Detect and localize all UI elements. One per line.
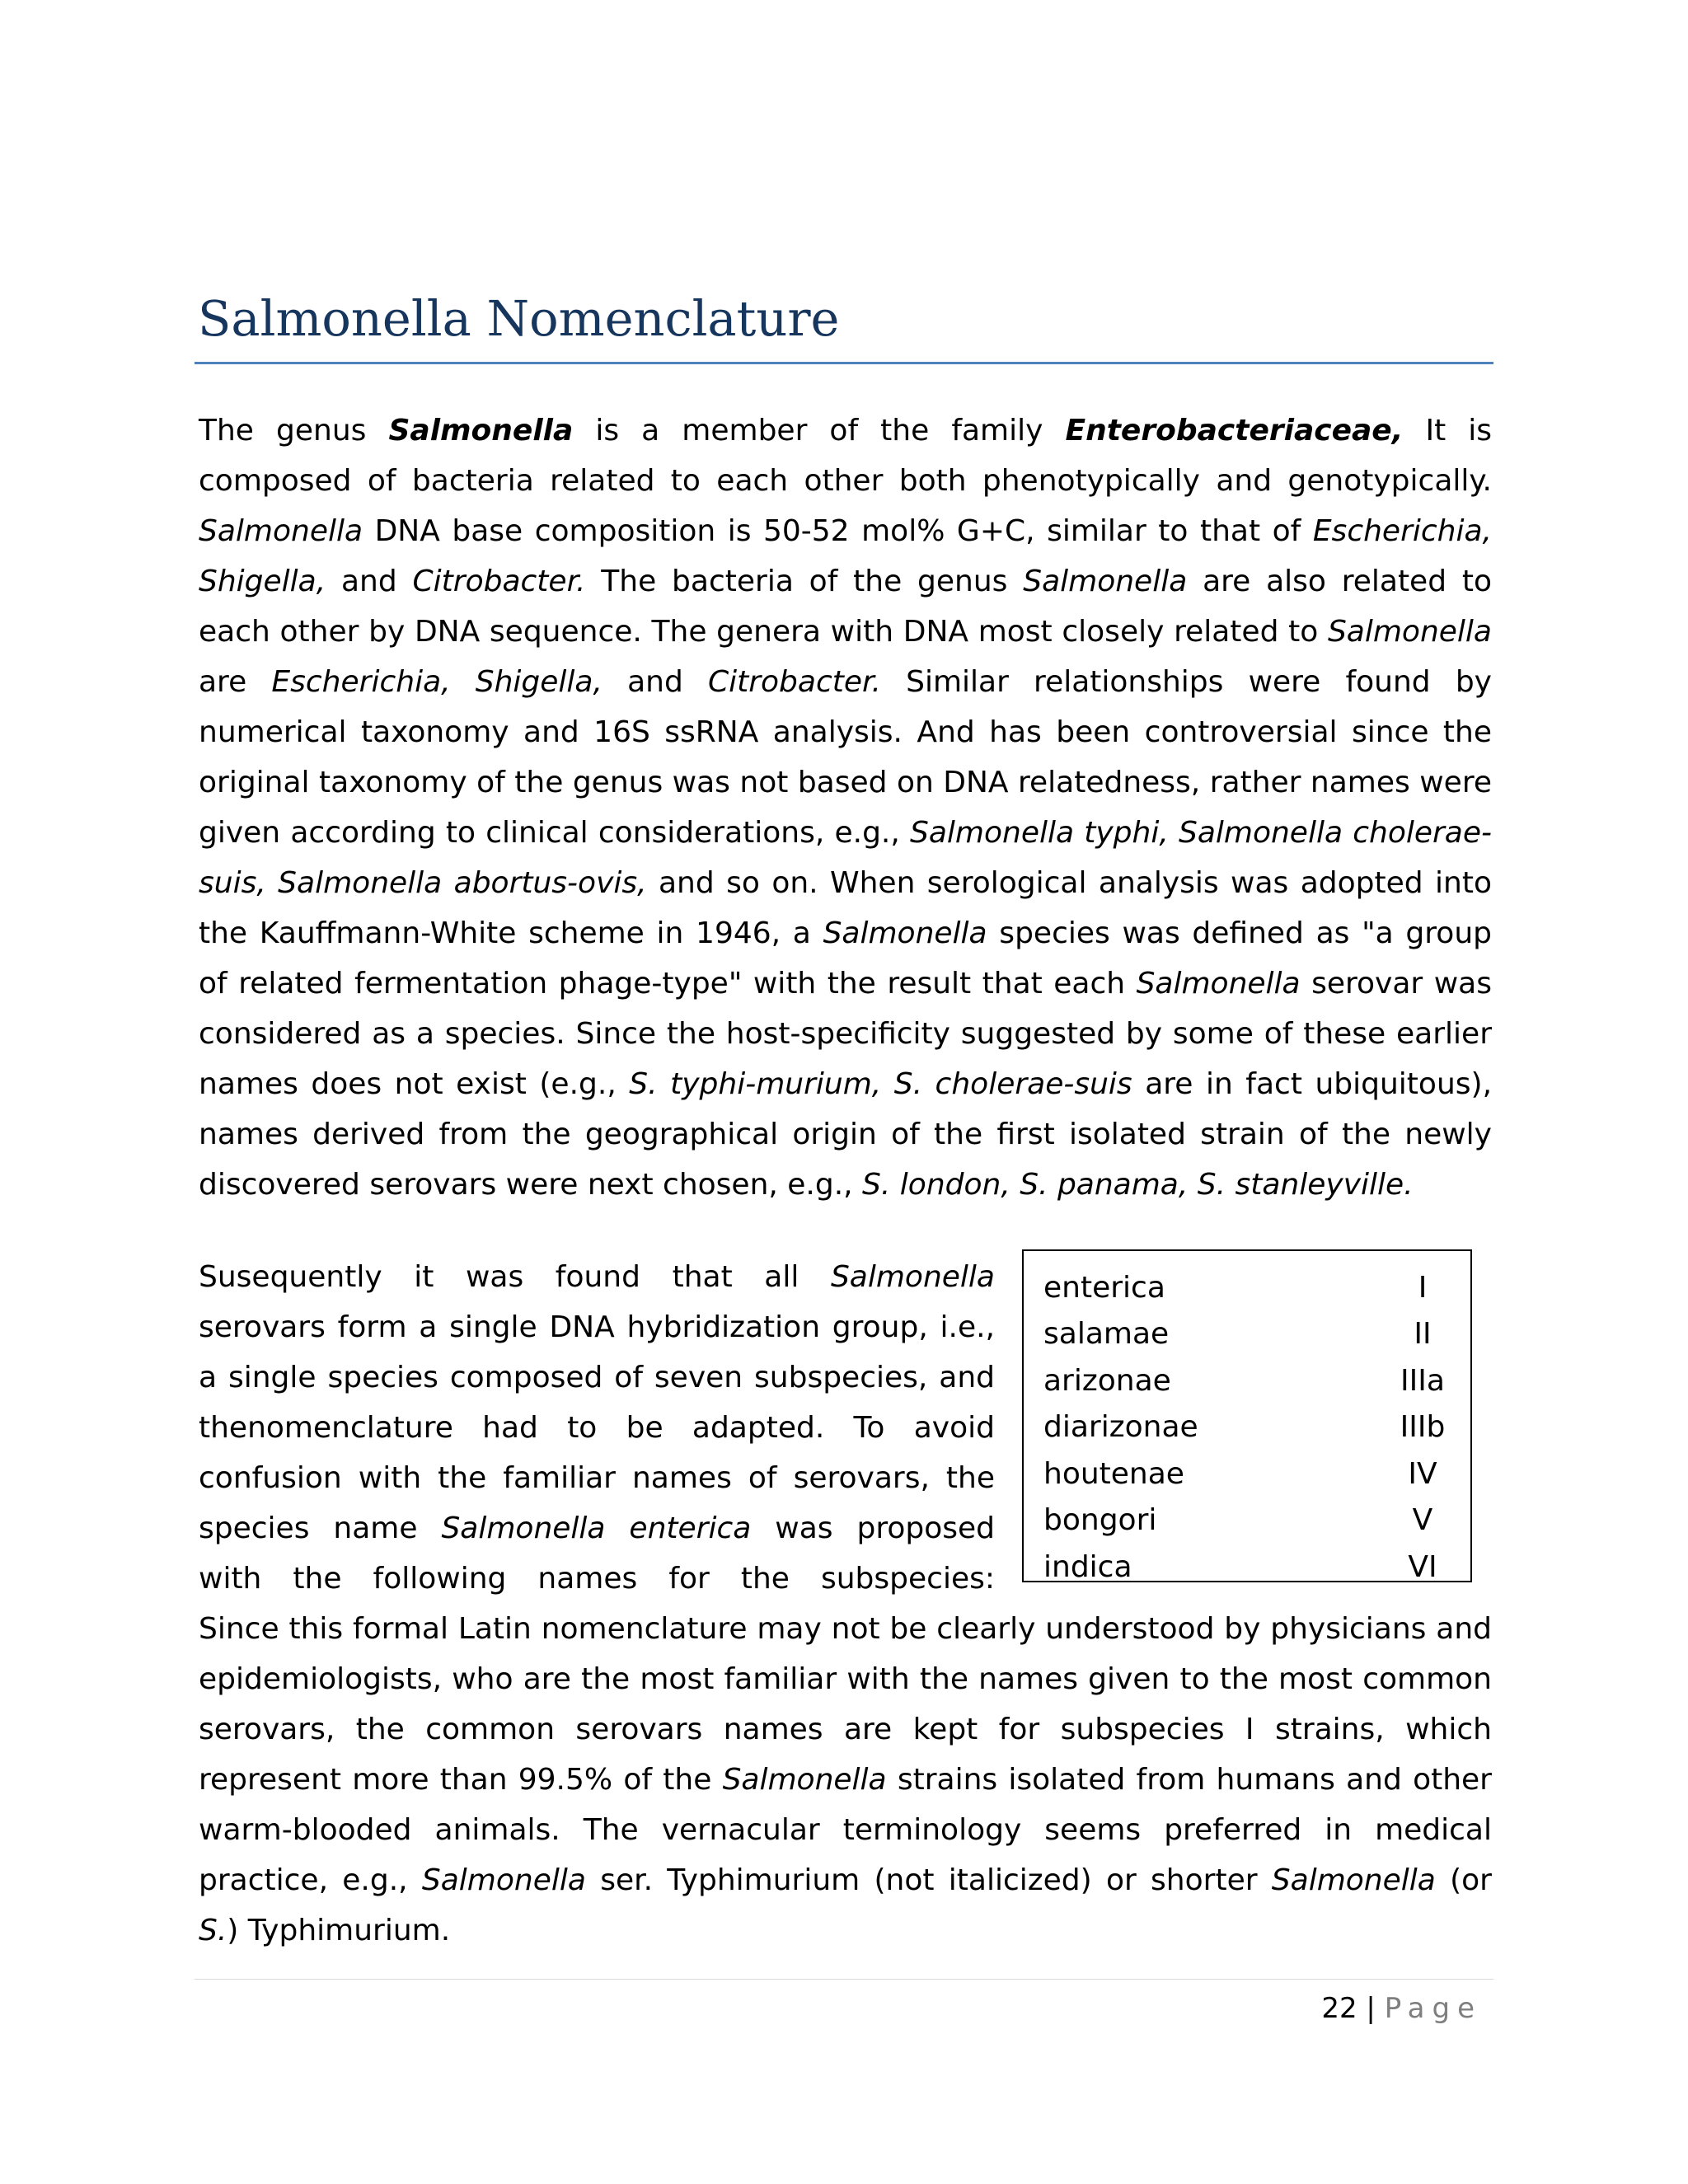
paragraph-subspecies-intro: Susequently it was found that all Salmonella serovars form a single DNA hybridization group, i.e., a single species composed of seven subspecies, and thenomenclature had to be adapted. To avoid confusion with the familiar names of serovars, the species name Salmonella enterica was proposed with the following names for the subspecies: [199,1260,996,1596]
page-footer [1321,1988,1482,2029]
emphasis-italic: Citrobacter. [412,565,586,598]
page-title: Salmonella Nomenclature [198,290,840,347]
subspecies-row [1024,1357,1470,1404]
paragraph-vernacular: Since this formal Latin nomenclature may not be clearly understood by physicians and epidemiologists, who are the most familiar with the names given to the most common serovars, the common serovars names are kept for subspecies I strains, which represent more than 99.5% of the Salmonella strains isolated from humans and other warm-blooded animals. The vernacular terminology seems preferred in medical practice, e.g., Salmonella ser. Typhimurium (not italicized) or shorter Salmonella (or S.) Typhimurium. [199,1612,1492,1947]
subspecies-name: arizonae [1043,1363,1171,1398]
page-label: Page [1384,1992,1482,2025]
subspecies-numeral: I [1418,1270,1428,1305]
emphasis-italic: Salmonella [830,1260,995,1294]
emphasis-italic: Salmonella [199,514,363,548]
emphasis-italic: S. typhi-murium, S. cholerae-suis [629,1067,1132,1101]
subspecies-row [1024,1544,1470,1591]
emphasis-italic: S. london, S. panama, S. stanleyville. [862,1168,1414,1202]
footer-divider [195,1979,1493,1980]
subspecies-numeral: II [1414,1317,1432,1352]
emphasis-italic: Salmonella [823,916,987,950]
emphasis-italic: Citrobacter. [707,665,881,699]
emphasis-italic: Salmonella [722,1763,887,1797]
subspecies-row [1024,1497,1470,1544]
subspecies-table [1022,1249,1472,1582]
subspecies-numeral: IV [1408,1456,1437,1491]
emphasis-bold-italic: Salmonella [388,414,574,448]
emphasis-italic: Escherichia, Shigella, [271,665,603,699]
subspecies-name: houtenae [1043,1456,1184,1491]
emphasis-italic: Salmonella enterica [441,1511,752,1545]
paragraph-intro: The genus Salmonella is a member of the family Enterobacteriaceae, It is composed of bacteria related to each other both phenotypically and genotypically. Salmonella DNA base composition is 50-52 mol% G+C, similar to that of Escherichia, Shigella, and Citrobacter. The bacteria of the genus Salmonella are also related to each other by DNA sequence. The genera with DNA most closely related to Salmonella are Escherichia, Shigella, and Citrobacter. Similar relationships were found by numerical taxonomy and 16S ssRNA analysis. And has been controversial since the original taxonomy of the genus was not based on DNA relatedness, rather names were given according to clinical considerations, e.g., Salmonella typhi, Salmonella cholerae-suis, Salmonella abortus-ovis, and so on. When serological analysis was adopted into the Kauffmann-White scheme in 1946, a Salmonella species was defined as "a group of related fermentation phage-type" with the result that each Salmonella serovar was considered as a species. Since the host-specificity suggested by some of these earlier names does not exist (e.g., S. typhi-murium, S. cholerae-suis are in fact ubiquitous), names derived from the geographical origin of the first isolated strain of the newly discovered serovars were next chosen, e.g., S. london, S. panama, S. stanleyville. [199,414,1493,1202]
subspecies-row [1024,1264,1470,1311]
subspecies-name: salamae [1043,1317,1170,1352]
emphasis-italic: Salmonella typhi, Salmonella cholerae-suis, Salmonella abortus-ovis, [199,816,1492,900]
emphasis-italic: S. [199,1914,227,1947]
subspecies-name: indica [1043,1549,1132,1584]
subspecies-row [1024,1404,1470,1451]
emphasis-italic: Salmonella [1023,565,1188,598]
emphasis-italic: Salmonella [421,1863,586,1897]
subspecies-name: diarizonae [1043,1410,1198,1445]
title-underline [195,362,1493,364]
subspecies-row [1024,1451,1470,1497]
subspecies-numeral: V [1412,1503,1433,1538]
emphasis-italic: Salmonella [1136,967,1301,1001]
subspecies-row [1024,1311,1470,1358]
page-number: 22 [1321,1992,1357,2025]
emphasis-italic: Salmonella [1271,1863,1436,1897]
footer-separator: | [1366,1992,1376,2025]
emphasis-italic: Escherichia, Shigella, [199,514,1492,598]
subspecies-numeral: IIIb [1400,1410,1446,1445]
subspecies-name: bongori [1043,1503,1157,1538]
subspecies-numeral: VI [1408,1549,1437,1584]
emphasis-bold-italic: Enterobacteriaceae, [1065,414,1404,448]
subspecies-numeral: IIIa [1400,1363,1445,1398]
subspecies-name: enterica [1043,1270,1165,1305]
emphasis-italic: Salmonella [1327,615,1492,649]
